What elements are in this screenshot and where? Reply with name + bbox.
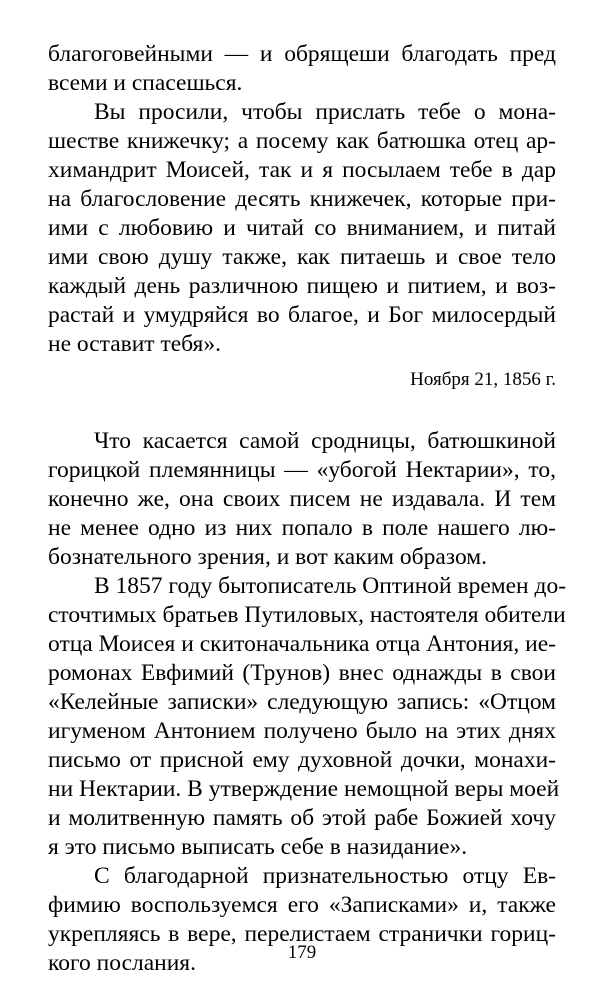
paragraph	[48, 427, 556, 572]
text-line: С благодарной признательностью отцу Ев-	[94, 863, 556, 889]
text-line: всеми и спасешься.	[48, 70, 243, 96]
text-line: Вы просили, чтобы прислать тебе о мона-	[94, 99, 556, 125]
text-line: укрепляясь в вере, перелистаем странички гориц-	[48, 921, 556, 947]
text-line: бознательного зрения, и вот каким образом.	[48, 544, 487, 570]
text-line: не менее одно из них попало в поле нашего лю-	[48, 515, 556, 541]
text-line: игуменом Антонием получено было на этих днях	[48, 718, 556, 744]
book-page	[48, 40, 567, 980]
text-line: растай и умудряйся во благое, и Бог милосердый	[48, 302, 556, 328]
text-line: В 1857 году бытописатель Оптиной времен до-	[94, 573, 567, 599]
text-line: я это письмо выписать себе в назидание».	[48, 834, 468, 860]
text-line: ромонах Евфимий (Трунов) внес однажды в свои	[48, 660, 556, 686]
text-line: не оставит тебя».	[48, 331, 221, 357]
text-line: ими с любовию и читай со вниманием, и питай	[48, 215, 556, 241]
text-line: «Келейные записки» следующую запись: «Отцом	[48, 689, 556, 715]
text-line: фимию воспользуемся его «Записками» и, также	[48, 892, 556, 918]
paragraph	[48, 40, 556, 98]
text-line: конечно же, она своих писем не издавала. И тем	[48, 486, 556, 512]
text-line: отца Моисея и скитоначальника отца Антония, ие-	[48, 631, 556, 657]
text-line: ни Нектарии. В утверждение немощной веры моей	[48, 776, 560, 802]
text-line: на благословение десять книжечек, которые при-	[48, 186, 556, 212]
page-number: 179	[287, 942, 317, 963]
text-line: каждый день различною пищею и питием, и воз-	[48, 273, 556, 299]
text-line: письмо от присной ему духовной дочки, монахи-	[48, 747, 556, 773]
text-line: шестве книжечку; а посему как батюшка отец ар-	[48, 128, 556, 154]
letter-date: Ноября 21, 1856 г.	[410, 369, 556, 390]
text-line: сточтимых братьев Путиловых, настоятеля обители	[48, 602, 566, 628]
section-spacer	[48, 393, 556, 427]
text-line: горицкой племянницы — «убогой Нектарии», то,	[48, 457, 556, 483]
text-line: благоговейными — и обрящеши благодать пред	[48, 41, 556, 67]
text-line: ими свою душу также, как питаешь и свое тело	[48, 244, 556, 270]
text-line: кого послания.	[48, 950, 196, 976]
paragraph	[48, 572, 567, 862]
paragraph	[48, 98, 556, 359]
text-line: химандрит Моисей, так и я посылаем тебе в дар	[48, 157, 556, 183]
text-line: Что касается самой сродницы, батюшкиной	[94, 428, 556, 454]
text-line: и молитвенную память об этой рабе Божией хочу	[48, 805, 556, 831]
